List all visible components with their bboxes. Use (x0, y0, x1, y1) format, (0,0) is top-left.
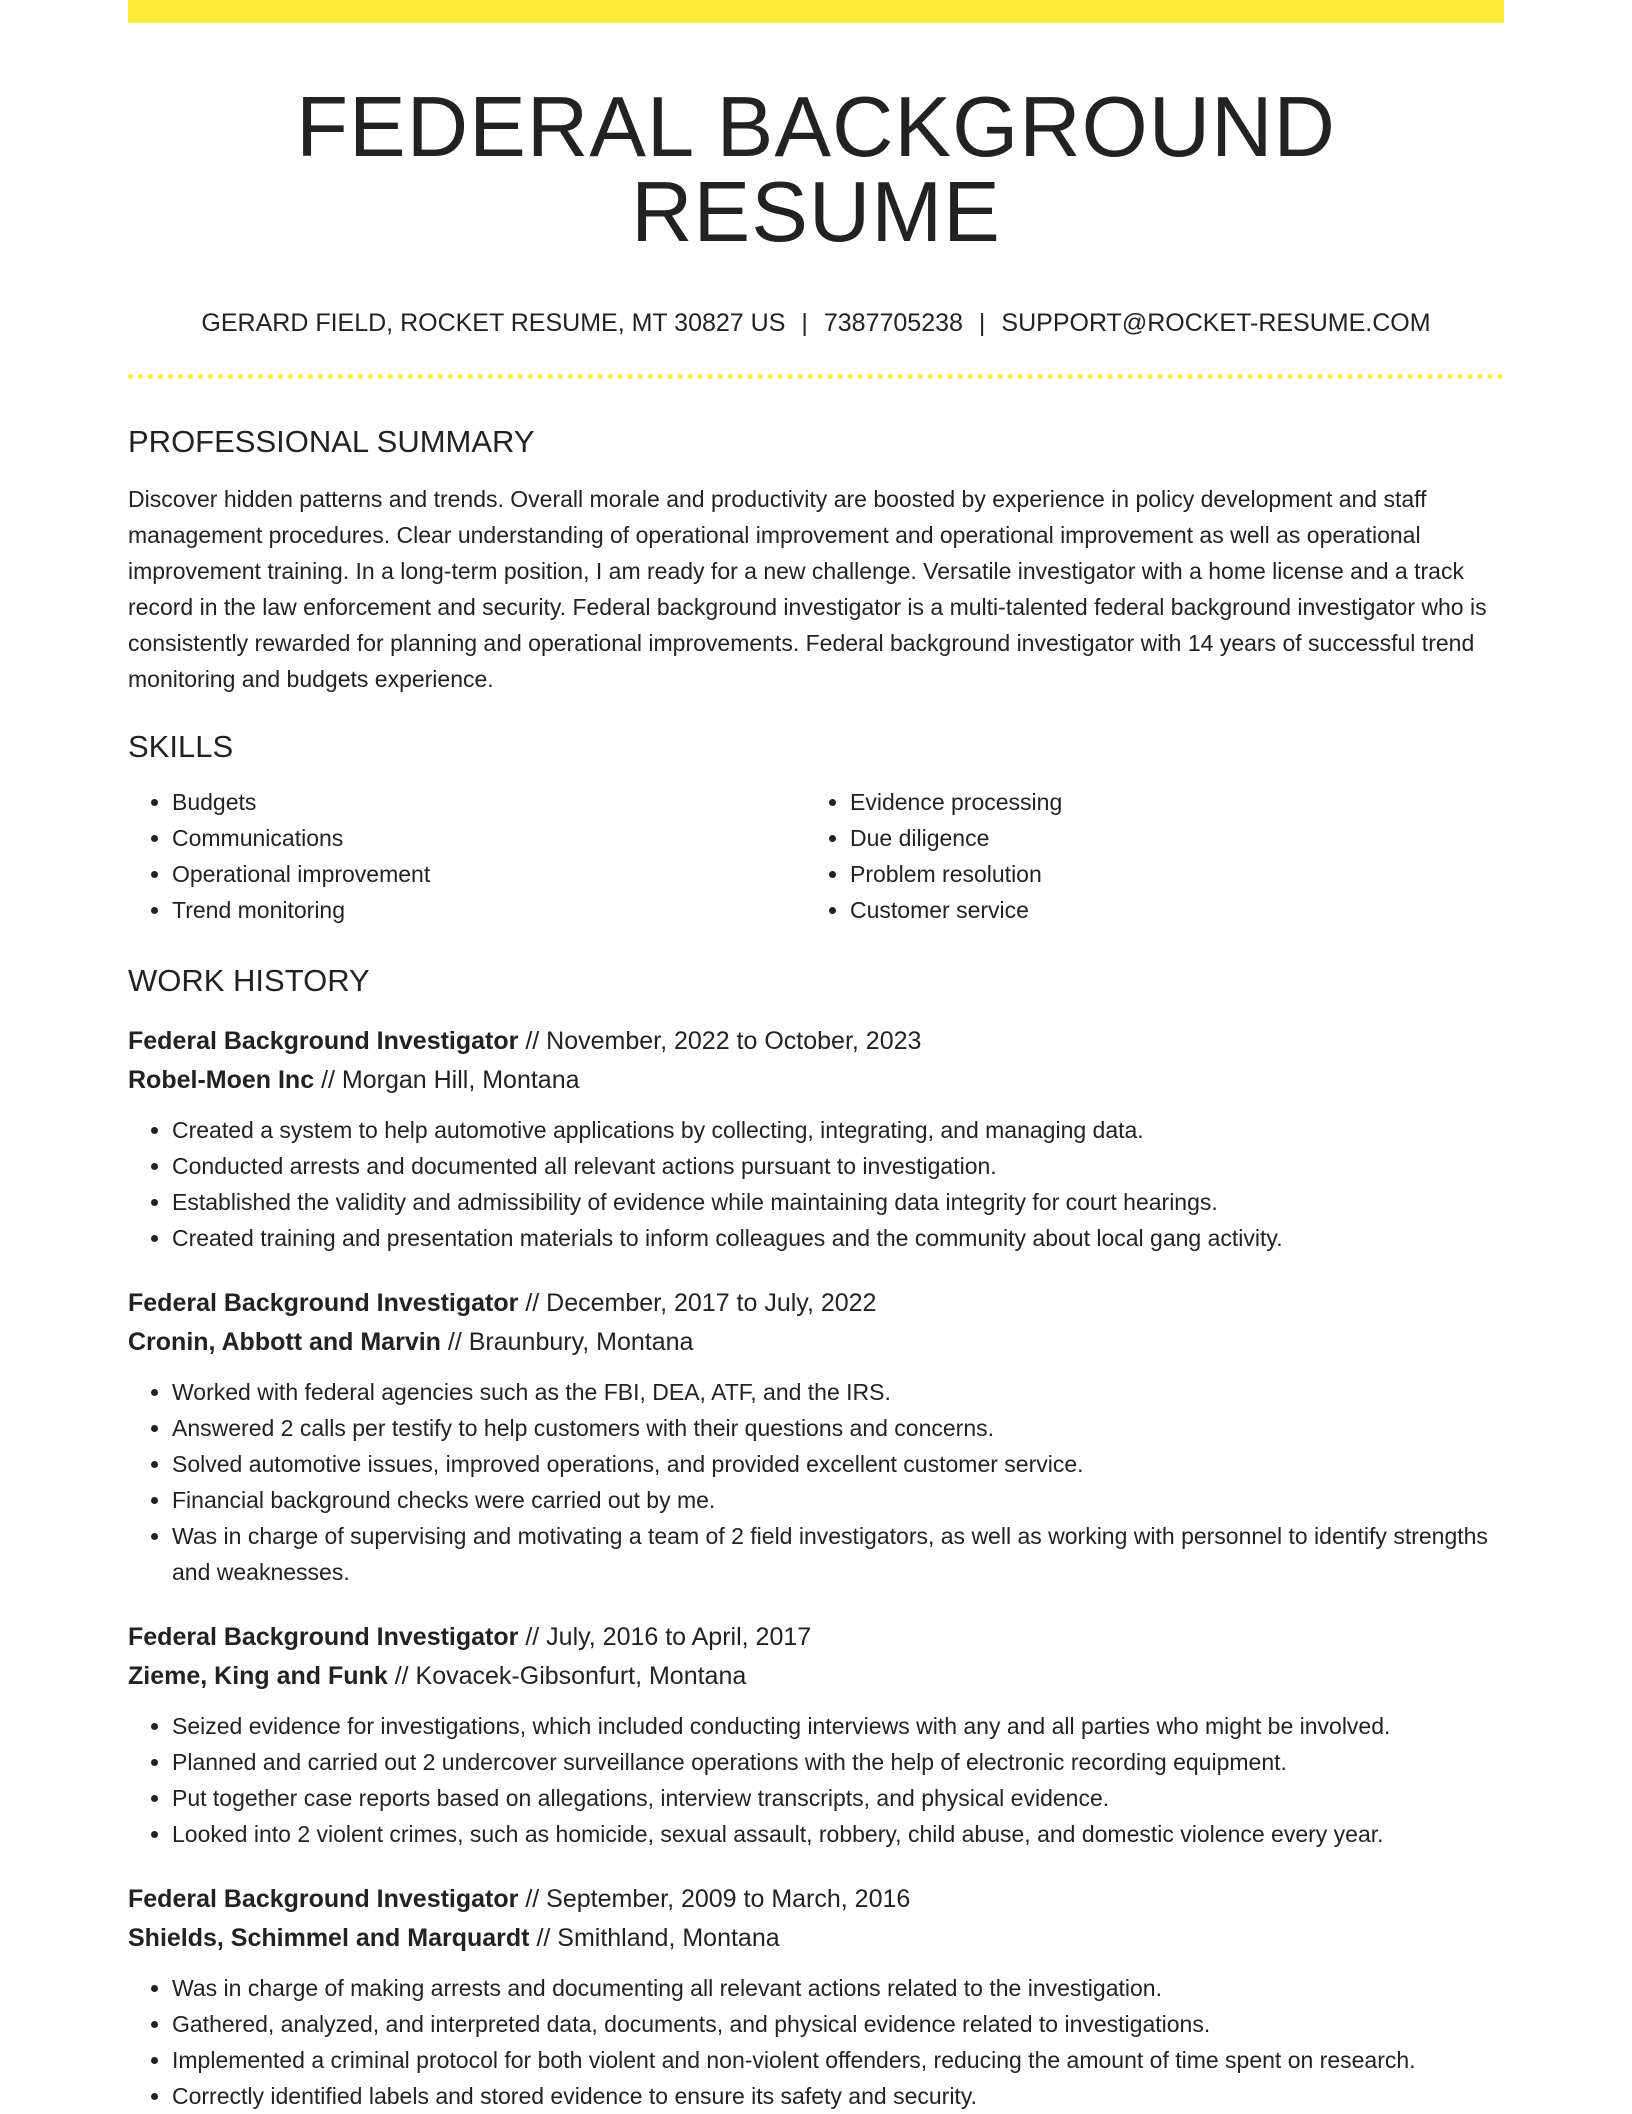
job-bullet: • Implemented a criminal protocol for both violent and non-violent offenders, reducing the amount of time spent on research. (172, 2042, 1504, 2078)
contact-address: GERARD FIELD, ROCKET RESUME, MT 30827 US (201, 309, 786, 337)
skill-item: • Communications (172, 820, 806, 856)
contact-separator: | (978, 309, 986, 337)
job-entry (128, 1880, 1504, 2114)
job-bullet: • Gathered, analyzed, and interpreted data, documents, and physical evidence related to investigations. (172, 2006, 1504, 2042)
job-title-line (128, 1618, 1504, 1657)
skill-item: • Budgets (172, 784, 806, 820)
job-location: // Kovacek-Gibsonfurt, Montana (394, 1662, 747, 1690)
job-company-line (128, 1061, 1504, 1100)
skill-item: • Problem resolution (850, 856, 1484, 892)
job-entry (128, 1022, 1504, 1256)
job-dates: // September, 2009 to March, 2016 (525, 1885, 911, 1913)
job-location: // Smithland, Montana (536, 1924, 780, 1952)
contact-email: SUPPORT@ROCKET-RESUME.COM (1001, 309, 1431, 337)
job-dates: // December, 2017 to July, 2022 (525, 1289, 877, 1317)
skill-item: • Trend monitoring (172, 892, 806, 928)
job-bullet: • Established the validity and admissibility of evidence while maintaining data integrity for court hearings. (172, 1184, 1504, 1220)
job-bullet: • Looked into 2 violent crimes, such as homicide, sexual assault, robbery, child abuse, and domestic violence every year. (172, 1816, 1504, 1852)
job-bullets (128, 1112, 1504, 1256)
job-location: // Braunbury, Montana (447, 1328, 694, 1356)
job-bullet: • Seized evidence for investigations, which included conducting interviews with any and all parties who might be involved. (172, 1708, 1504, 1744)
job-title: Federal Background Investigator (128, 1289, 519, 1317)
job-company: Shields, Schimmel and Marquardt (128, 1924, 530, 1952)
job-company-line (128, 1919, 1504, 1958)
job-bullets (128, 1708, 1504, 1852)
job-bullet: • Created a system to help automotive applications by collecting, integrating, and managing data. (172, 1112, 1504, 1148)
job-title-line (128, 1284, 1504, 1323)
job-location: // Morgan Hill, Montana (321, 1066, 580, 1094)
skill-item: • Evidence processing (850, 784, 1484, 820)
job-bullet: • Worked with federal agencies such as the FBI, DEA, ATF, and the IRS. (172, 1374, 1504, 1410)
skill-item: • Due diligence (850, 820, 1484, 856)
job-bullet: • Put together case reports based on allegations, interview transcripts, and physical evidence. (172, 1780, 1504, 1816)
job-title: Federal Background Investigator (128, 1027, 519, 1055)
accent-bar (128, 0, 1504, 23)
job-company: Cronin, Abbott and Marvin (128, 1328, 441, 1356)
contact-phone: 7387705238 (823, 309, 963, 337)
job-company-line (128, 1657, 1504, 1696)
job-bullet: • Correctly identified labels and stored evidence to ensure its safety and security. (172, 2078, 1504, 2114)
job-bullet: • Created training and presentation materials to inform colleagues and the community about local gang activity. (172, 1220, 1504, 1256)
job-entry (128, 1618, 1504, 1852)
skills-columns (128, 784, 1504, 928)
skill-item: • Operational improvement (172, 856, 806, 892)
job-title-line (128, 1880, 1504, 1919)
job-title: Federal Background Investigator (128, 1885, 519, 1913)
job-bullet: • Was in charge of supervising and motivating a team of 2 field investigators, as well as working with personnel to identify strengths and weaknesses. (172, 1518, 1504, 1590)
skills-heading: SKILLS (128, 729, 234, 764)
job-company: Zieme, King and Funk (128, 1662, 388, 1690)
job-entry (128, 1284, 1504, 1590)
job-title: Federal Background Investigator (128, 1623, 519, 1651)
summary-text: Discover hidden patterns and trends. Overall morale and productivity are boosted by experience in policy development and staff management procedures. Clear understanding of operational improvement and operational improvement as well as operational improvement training. In a long-term position, I am ready for a new challenge. Versatile investigator with a home license and a track record in the law enforcement and security. Federal background investigator is a multi-talented federal background investigator who is consistently rewarded for planning and operational improvements. Federal background investigator with 14 years of successful trend monitoring and budgets experience. (128, 486, 1487, 692)
job-bullet: • Planned and carried out 2 undercover surveillance operations with the help of electronic recording equipment. (172, 1744, 1504, 1780)
job-bullets (128, 1374, 1504, 1590)
job-bullet: • Answered 2 calls per testify to help customers with their questions and concerns. (172, 1410, 1504, 1446)
skills-list-right (806, 784, 1484, 928)
summary-heading: PROFESSIONAL SUMMARY (128, 424, 535, 459)
job-bullet: • Was in charge of making arrests and documenting all relevant actions related to the investigation. (172, 1970, 1504, 2006)
skill-item: • Customer service (850, 892, 1484, 928)
resume-title: FEDERAL BACKGROUND RESUME (296, 80, 1336, 260)
resume-page (128, 0, 1504, 2114)
dotted-divider (128, 374, 1504, 379)
job-title-line (128, 1022, 1504, 1061)
skills-list-left (128, 784, 806, 928)
job-bullet: • Financial background checks were carried out by me. (172, 1482, 1504, 1518)
contact-line (128, 311, 1504, 336)
job-company: Robel-Moen Inc (128, 1066, 315, 1094)
job-bullets (128, 1970, 1504, 2114)
job-bullet: • Conducted arrests and documented all relevant actions pursuant to investigation. (172, 1148, 1504, 1184)
job-company-line (128, 1323, 1504, 1362)
contact-separator: | (801, 309, 808, 337)
job-dates: // July, 2016 to April, 2017 (525, 1623, 812, 1651)
work-history-heading: WORK HISTORY (128, 963, 370, 998)
job-bullet: • Solved automotive issues, improved operations, and provided excellent customer service. (172, 1446, 1504, 1482)
job-dates: // November, 2022 to October, 2023 (525, 1027, 922, 1055)
